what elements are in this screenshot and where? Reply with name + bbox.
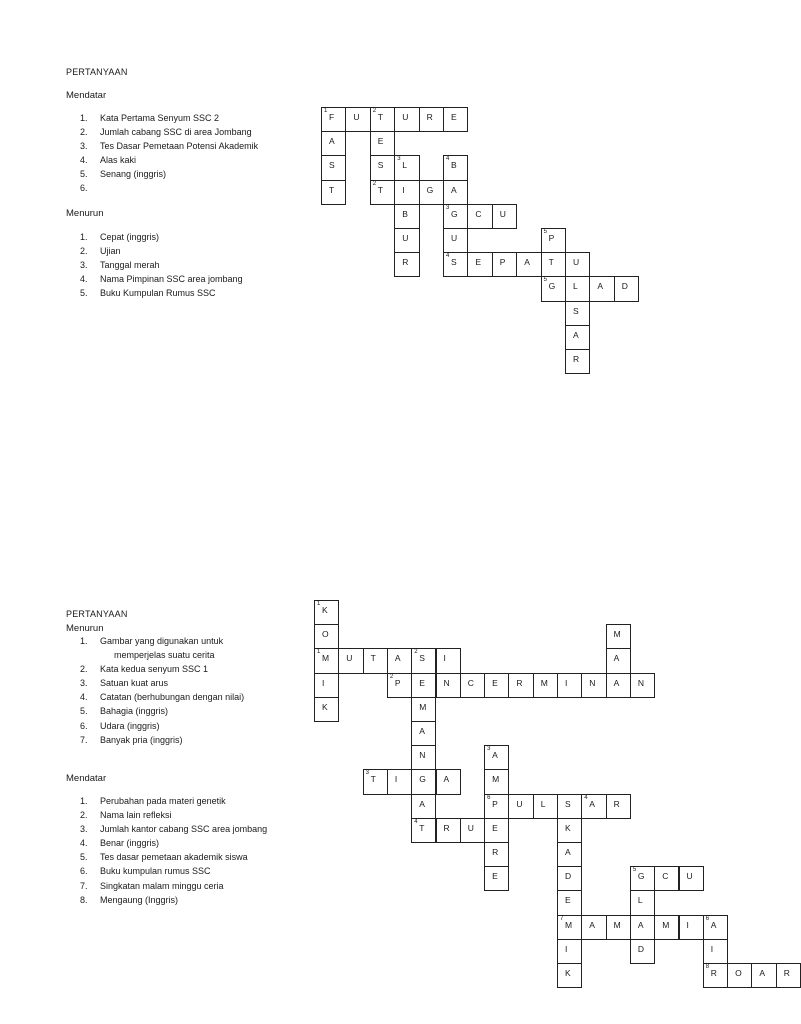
crossword-cell[interactable] xyxy=(703,915,728,940)
clue-number: 4 xyxy=(446,156,450,163)
cell-letter: A xyxy=(329,136,335,147)
cell-letter: U xyxy=(402,112,409,122)
crossword-cell[interactable] xyxy=(387,769,412,794)
crossword-cell[interactable] xyxy=(606,673,631,698)
crossword-cell[interactable] xyxy=(557,818,582,843)
crossword-cell[interactable] xyxy=(533,673,558,698)
crossword-cell[interactable] xyxy=(484,794,509,819)
crossword-cell[interactable] xyxy=(508,673,533,698)
cell-letter: E xyxy=(377,136,384,147)
clue-number: 7 xyxy=(560,915,564,922)
clue-item: 3. Tanggal merah xyxy=(80,260,160,271)
crossword-cell[interactable] xyxy=(411,745,436,770)
cell-letter: T xyxy=(370,653,376,664)
crossword-cell[interactable] xyxy=(411,648,436,673)
crossword-cell[interactable] xyxy=(606,915,631,940)
crossword-cell[interactable] xyxy=(654,866,679,891)
crossword-cell[interactable] xyxy=(411,794,436,819)
cell-letter: P xyxy=(548,233,555,243)
cell-letter: E xyxy=(565,895,571,906)
cell-letter: T xyxy=(370,774,376,785)
crossword-cell[interactable] xyxy=(630,866,655,891)
clue-number: 2 xyxy=(372,180,377,187)
cell-letter: U xyxy=(402,233,409,243)
cell-letter: M xyxy=(540,677,548,688)
clue-item: 4. Benar (inggris) xyxy=(80,838,160,849)
puzzle2-heading: PERTANYAAN xyxy=(66,609,128,619)
cell-letter: D xyxy=(565,871,572,882)
cell-letter: U xyxy=(573,257,580,268)
cell-letter: L xyxy=(573,281,578,292)
cell-letter: C xyxy=(662,871,669,882)
cell-letter: M xyxy=(322,653,330,664)
clue-number: 2 xyxy=(389,673,394,680)
cell-letter: E xyxy=(475,257,482,268)
clue-item: 4. Catatan (berhubungan dengan nilai) xyxy=(80,692,245,703)
cell-letter: E xyxy=(492,822,498,833)
crossword-cell[interactable] xyxy=(630,939,655,964)
clue-item: 8. Mengaung (Inggris) xyxy=(80,894,179,905)
cell-letter: E xyxy=(451,112,457,122)
clue-item: 6. Udara (inggris) xyxy=(80,720,160,731)
clue-item: 2. Ujian xyxy=(80,246,121,257)
cell-letter: A xyxy=(394,653,401,664)
crossword-cell[interactable] xyxy=(411,673,436,698)
clue-item: 5. Senang (inggris) xyxy=(80,169,167,180)
clue-number: 3 xyxy=(365,770,369,777)
cell-letter: A xyxy=(613,677,620,688)
cell-letter: U xyxy=(346,653,353,664)
cell-letter: E xyxy=(492,871,498,882)
cell-letter: K xyxy=(322,701,328,712)
cell-letter: L xyxy=(540,798,546,809)
cell-letter: I xyxy=(710,943,714,954)
crossword-cell[interactable] xyxy=(557,939,582,964)
puzzle1-down-title: Menurun xyxy=(66,208,104,219)
crossword-cell[interactable] xyxy=(387,673,412,698)
cell-letter: A xyxy=(710,919,717,930)
crossword-cell[interactable] xyxy=(727,963,752,988)
crossword-cell[interactable] xyxy=(363,769,388,794)
crossword-cell[interactable] xyxy=(484,745,509,770)
crossword-cell[interactable] xyxy=(606,624,631,649)
cell-letter: A xyxy=(573,329,579,340)
cell-letter: A xyxy=(443,774,450,785)
crossword-cell[interactable] xyxy=(606,648,631,673)
cell-letter: A xyxy=(419,798,425,809)
cell-letter: U xyxy=(451,233,458,243)
clue-item: 2. Nama lain refleksi xyxy=(80,810,172,821)
cell-letter: I xyxy=(565,943,568,954)
crossword-cell[interactable] xyxy=(557,842,582,867)
cell-letter: A xyxy=(613,653,620,664)
cell-letter: O xyxy=(322,629,329,640)
cell-letter: R xyxy=(783,968,790,978)
clue-item: 5. Buku Kumpulan Rumus SSC xyxy=(80,288,216,299)
cell-letter: K xyxy=(565,968,571,978)
cell-letter: K xyxy=(322,605,328,615)
cell-letter: A xyxy=(759,968,766,978)
cell-letter: G xyxy=(451,208,458,219)
cell-letter: M xyxy=(565,919,573,930)
crossword-cell[interactable] xyxy=(436,818,461,843)
clue-item: 2. Kata kedua senyum SSC 1 xyxy=(80,664,209,675)
cell-letter: N xyxy=(419,750,426,761)
crossword-cell[interactable] xyxy=(411,818,436,843)
clue-number: 6 xyxy=(705,915,710,922)
crossword-cell[interactable] xyxy=(630,890,655,915)
cell-letter: A xyxy=(637,919,644,930)
crossword-cell[interactable] xyxy=(436,769,461,794)
clue-number: 8 xyxy=(705,964,710,970)
puzzle1-heading: PERTANYAAN xyxy=(66,67,128,77)
crossword-cell[interactable] xyxy=(484,818,509,843)
clue-number: 3 xyxy=(487,746,491,753)
crossword-cell[interactable] xyxy=(581,673,606,698)
cell-letter: N xyxy=(637,677,645,688)
cell-letter: S xyxy=(451,257,457,268)
cell-letter: S xyxy=(573,305,579,316)
cell-letter: M xyxy=(492,774,500,785)
puzzle2-down-title: Menurun xyxy=(66,623,104,634)
cell-letter: L xyxy=(637,895,643,906)
crossword-cell[interactable] xyxy=(703,939,728,964)
cell-letter: A xyxy=(524,257,530,268)
cell-letter: I xyxy=(686,919,689,930)
cell-letter: A xyxy=(589,919,595,930)
clue-number: 2 xyxy=(414,649,418,656)
clue-number: 4 xyxy=(414,818,418,825)
clue-item: 4. Nama Pimpinan SSC area jombang xyxy=(80,274,243,285)
cell-letter: N xyxy=(589,677,596,688)
crossword-cell[interactable] xyxy=(411,697,436,722)
cell-letter: A xyxy=(589,798,595,809)
crossword-cell[interactable] xyxy=(508,794,533,819)
cell-letter: S xyxy=(377,160,384,171)
cell-letter: B xyxy=(402,208,408,219)
clue-number: 5 xyxy=(543,277,547,284)
crossword-cell[interactable] xyxy=(314,673,339,698)
crossword-cell[interactable] xyxy=(314,648,339,673)
clue-item: 3. Satuan kuat arus xyxy=(80,678,169,689)
cell-letter: S xyxy=(565,798,571,809)
cell-letter: E xyxy=(419,677,425,688)
crossword-cell[interactable] xyxy=(533,794,558,819)
cell-letter: T xyxy=(377,184,383,195)
cell-letter: T xyxy=(548,257,554,268)
clue-number: 1 xyxy=(317,601,321,607)
crossword-cell[interactable] xyxy=(776,963,801,988)
cell-letter: I xyxy=(402,184,405,195)
cell-letter: R xyxy=(492,847,499,857)
crossword-cell[interactable] xyxy=(679,915,704,940)
clue-number: 4 xyxy=(584,794,588,801)
crossword-cell[interactable] xyxy=(606,794,631,819)
cell-letter: T xyxy=(377,112,383,122)
crossword-cell[interactable] xyxy=(338,648,363,673)
cell-letter: R xyxy=(573,354,580,364)
crossword-cell[interactable] xyxy=(557,866,582,891)
cell-letter: P xyxy=(492,798,498,809)
clue-number: 4 xyxy=(446,253,450,260)
crossword-cell[interactable] xyxy=(436,673,461,698)
crossword-cell[interactable] xyxy=(484,866,509,891)
crossword-cell[interactable] xyxy=(557,794,582,819)
clue-item: 3. Jumlah kantor cabang SSC area jombang xyxy=(80,824,268,835)
clue-item: 7. Singkatan malam minggu ceria xyxy=(80,880,224,891)
cell-letter: G xyxy=(637,871,645,882)
cell-letter: A xyxy=(565,847,571,857)
crossword-cell[interactable] xyxy=(436,648,461,673)
cell-letter: M xyxy=(613,919,621,930)
crossword-cell[interactable] xyxy=(581,915,606,940)
cell-letter: R xyxy=(516,677,523,688)
cell-letter: D xyxy=(621,281,628,292)
clue-number: 1 xyxy=(324,108,328,114)
cell-letter: A xyxy=(451,184,457,195)
clue-number: 3 xyxy=(446,204,450,211)
crossword-cell[interactable] xyxy=(751,963,776,988)
crossword-cell[interactable] xyxy=(363,648,388,673)
cell-letter: U xyxy=(499,208,506,219)
clue-number: 6 xyxy=(487,794,491,801)
cell-letter: I xyxy=(322,677,325,688)
crossword-cell[interactable] xyxy=(654,915,679,940)
cell-letter: C xyxy=(475,208,482,219)
clue-item: 1. Gambar yang digunakan untuk xyxy=(80,636,224,646)
cell-letter: R xyxy=(443,822,450,833)
clue-item: 1. Kata Pertama Senyum SSC 2 xyxy=(80,113,220,123)
cell-letter: N xyxy=(443,677,450,688)
cell-letter: G xyxy=(548,281,556,292)
cell-letter: U xyxy=(516,798,523,809)
crossword-cell[interactable] xyxy=(411,769,436,794)
clue-number: 2 xyxy=(372,108,377,114)
cell-letter: U xyxy=(467,822,474,833)
cell-letter: P xyxy=(499,257,506,268)
cell-letter: O xyxy=(735,968,742,978)
clue-number: 5 xyxy=(632,867,637,874)
clue-item: memperjelas suatu cerita xyxy=(114,650,215,661)
cell-letter: B xyxy=(451,160,457,171)
cell-letter: M xyxy=(662,919,670,930)
cell-letter: T xyxy=(329,184,335,195)
clue-item: 5. Tes dasar pemetaan akademik siswa xyxy=(80,852,248,863)
clue-item: 7. Banyak pria (inggris) xyxy=(80,734,183,745)
crossword-cell[interactable] xyxy=(484,673,509,698)
crossword-cell[interactable] xyxy=(630,673,655,698)
crossword-cell[interactable] xyxy=(557,890,582,915)
crossword-cell[interactable] xyxy=(460,673,485,698)
cell-letter: A xyxy=(419,726,425,736)
cell-letter: S xyxy=(419,653,425,664)
crossword-cell[interactable] xyxy=(630,915,655,940)
cell-letter: F xyxy=(329,112,335,122)
cell-letter: D xyxy=(637,943,645,954)
puzzle2-across-title: Mendatar xyxy=(66,773,107,784)
cell-letter: A xyxy=(597,281,604,292)
crossword-cell[interactable] xyxy=(314,697,339,722)
clue-item: 5. Bahagia (inggris) xyxy=(80,706,169,717)
crossword-cell[interactable] xyxy=(314,600,339,625)
cell-letter: R xyxy=(710,968,717,978)
clue-item: 6. Buku kumpulan rumus SSC xyxy=(80,866,211,877)
cell-letter: C xyxy=(467,677,474,688)
cell-letter: L xyxy=(402,160,407,171)
crossword-cell[interactable] xyxy=(703,963,728,988)
clue-item: 1. Cepat (inggris) xyxy=(80,232,160,242)
cell-letter: I xyxy=(443,653,446,664)
crossword-cell[interactable] xyxy=(557,963,582,988)
clue-number: 5 xyxy=(543,229,547,235)
clue-item: 4. Alas kaki xyxy=(80,155,137,166)
cell-letter: I xyxy=(394,774,398,785)
crossword-cell[interactable] xyxy=(411,721,436,746)
clue-item: 3. Tes Dasar Pemetaan Potensi Akademik xyxy=(80,141,259,152)
cell-letter: R xyxy=(613,798,620,809)
clue-item: 2. Jumlah cabang SSC di area Jombang xyxy=(80,127,252,138)
crossword-cell[interactable] xyxy=(314,624,339,649)
clue-number: 1 xyxy=(317,649,321,656)
cell-letter: E xyxy=(492,677,498,688)
cell-letter: U xyxy=(353,112,360,122)
crossword-cell[interactable] xyxy=(387,648,412,673)
cell-letter: R xyxy=(402,257,409,268)
cell-letter: I xyxy=(565,677,568,688)
cell-letter: R xyxy=(426,112,433,122)
cell-letter: T xyxy=(419,822,425,833)
crossword-cell[interactable] xyxy=(484,842,509,867)
puzzle1-across-title: Mendatar xyxy=(66,90,107,101)
cell-letter: G xyxy=(426,184,434,195)
crossword-cell[interactable] xyxy=(557,673,582,698)
crossword-cell[interactable] xyxy=(484,769,509,794)
cell-letter: A xyxy=(492,750,498,761)
crossword-cell[interactable] xyxy=(460,818,485,843)
crossword-cell[interactable] xyxy=(581,794,606,819)
cell-letter: M xyxy=(419,701,427,712)
clue-item: 1. Perubahan pada materi genetik xyxy=(80,796,226,806)
cell-letter: U xyxy=(686,871,693,882)
clue-number: 3 xyxy=(397,156,401,163)
cell-letter: M xyxy=(613,629,621,640)
cell-letter: G xyxy=(419,774,426,785)
cell-letter: P xyxy=(394,677,401,688)
crossword-cell[interactable] xyxy=(557,915,582,940)
clue-item: 6. xyxy=(80,183,88,194)
cell-letter: K xyxy=(565,822,571,833)
crossword-cell[interactable] xyxy=(679,866,704,891)
cell-letter: S xyxy=(329,160,335,171)
